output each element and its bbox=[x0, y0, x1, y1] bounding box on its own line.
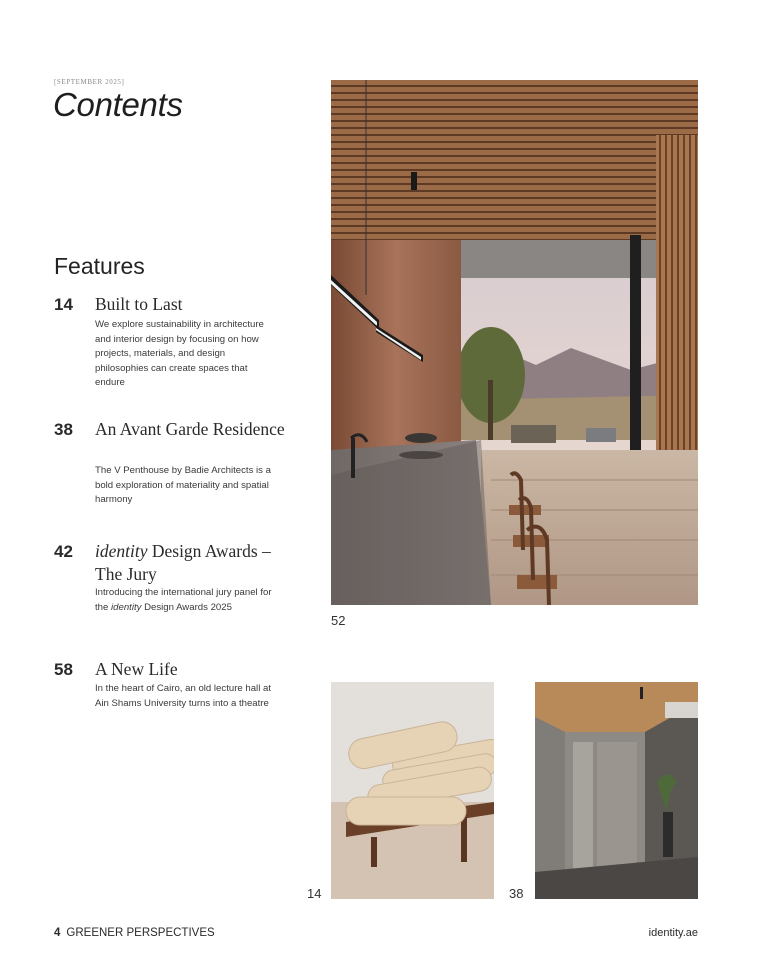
lobby-photo[interactable] bbox=[535, 682, 698, 899]
main-feature-photo[interactable] bbox=[331, 80, 698, 605]
footer-folio bbox=[54, 927, 215, 939]
entry-desc-part: Introducing the international jury panel for the bbox=[95, 587, 272, 613]
entry-page-number: 42 bbox=[54, 542, 73, 561]
entry-title-rest: Design Awards – The Jury bbox=[95, 541, 271, 584]
footer-website[interactable]: identity.ae bbox=[648, 927, 698, 939]
entry-description: In the heart of Cairo, an old lecture hall at Ain Shams University turns into a theatre bbox=[95, 683, 271, 709]
cylinder-daybed-image bbox=[331, 682, 494, 899]
section-heading: Features bbox=[54, 253, 145, 279]
entry-title[interactable]: An Avant Garde Residence bbox=[95, 419, 285, 439]
entry-title-italic: identity bbox=[95, 541, 148, 561]
page-title: Contents bbox=[53, 86, 183, 123]
lobby-photo-caption: 38 bbox=[509, 886, 524, 901]
issue-date: [SEPTEMBER 2025] bbox=[54, 78, 125, 86]
entry-page-number: 58 bbox=[54, 660, 73, 679]
footer-page-number: 4 bbox=[54, 927, 61, 939]
elevator-lobby-image bbox=[535, 682, 698, 899]
entry-description: We explore sustainability in architecture and interior design by focusing on how projects, materials, and design philosophies can create spaces that endure bbox=[95, 319, 264, 389]
entry-title[interactable]: A New Life bbox=[95, 659, 178, 679]
interior-desert-view-image bbox=[331, 80, 698, 605]
entry-title[interactable]: Built to Last bbox=[95, 294, 183, 314]
entry-description: The V Penthouse by Badie Architects is a bold exploration of materiality and spatial harmony bbox=[95, 465, 271, 506]
daybed-photo-caption: 14 bbox=[307, 886, 322, 901]
entry-page-number: 14 bbox=[54, 295, 73, 314]
entry-desc-part: Design Awards 2025 bbox=[141, 601, 232, 613]
footer-section-name: GREENER PERSPECTIVES bbox=[66, 927, 215, 939]
entry-title[interactable] bbox=[95, 540, 295, 586]
entry-description bbox=[95, 586, 280, 615]
daybed-photo[interactable] bbox=[331, 682, 494, 899]
entry-page-number: 38 bbox=[54, 420, 73, 439]
main-photo-caption: 52 bbox=[331, 613, 346, 628]
entry-desc-italic: identity bbox=[111, 601, 142, 613]
